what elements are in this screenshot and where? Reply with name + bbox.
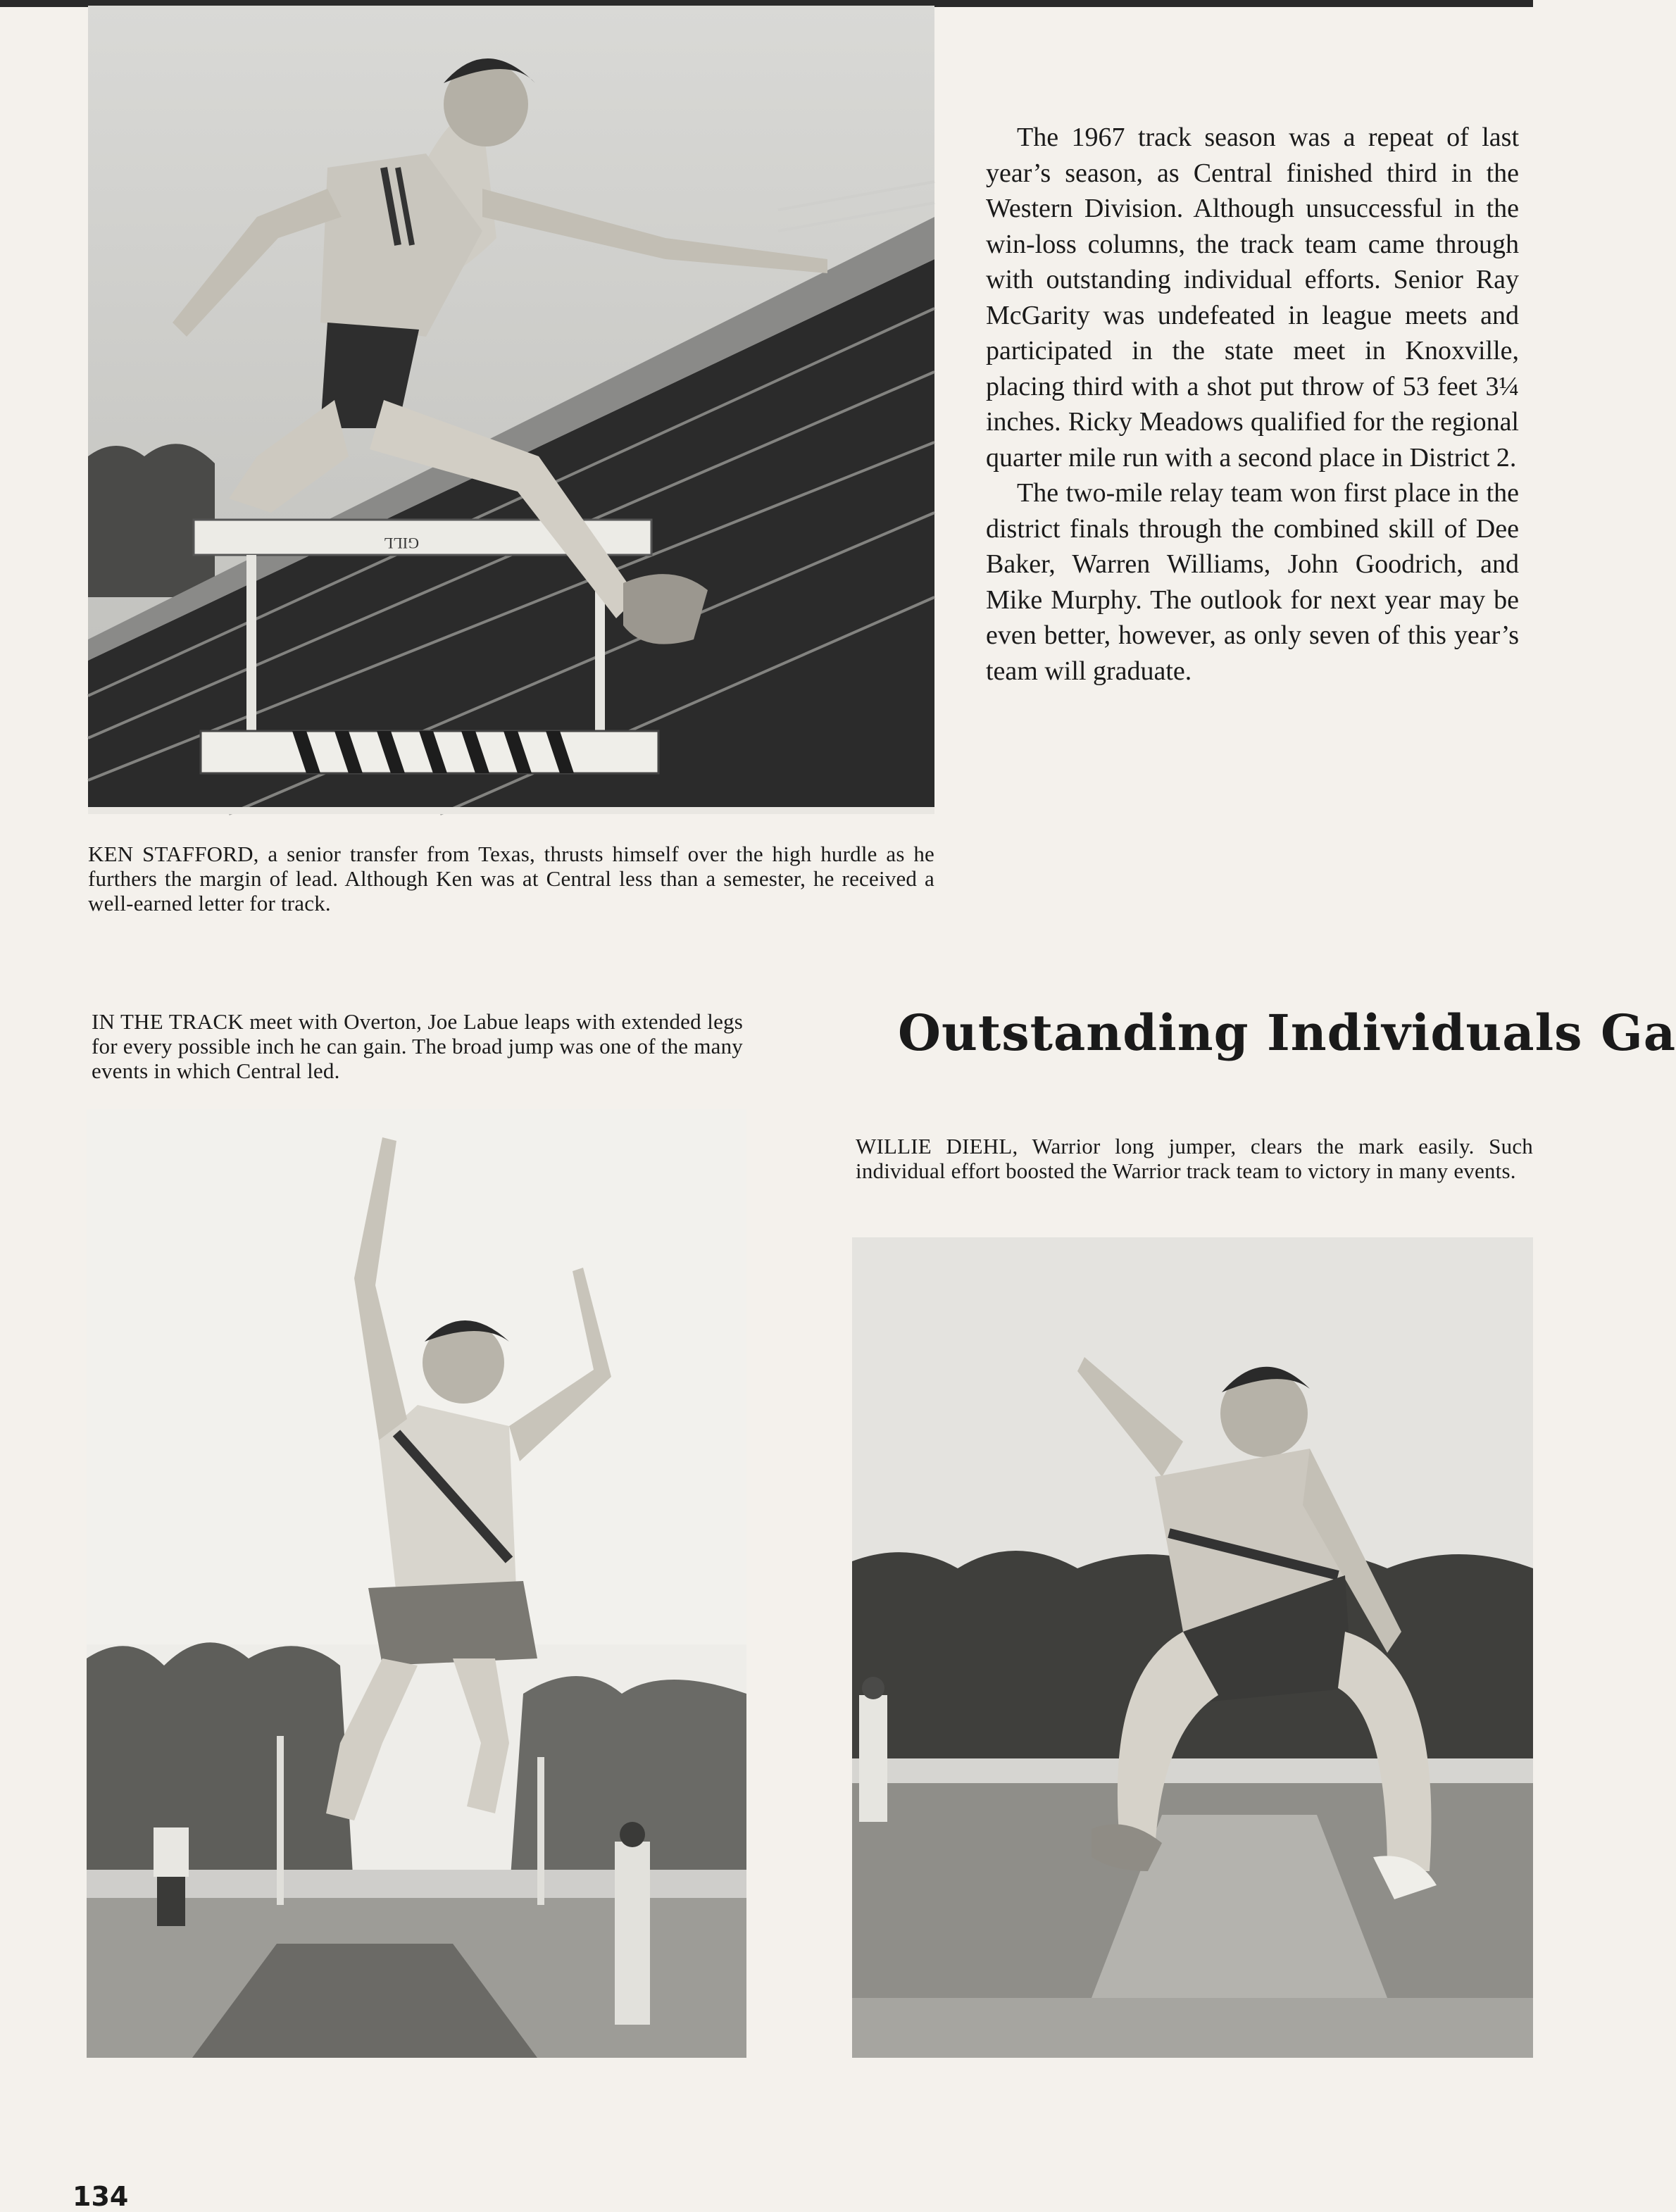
broad-jump-caption bbox=[92, 1009, 743, 1083]
headline: Outstanding Individuals Ga bbox=[898, 1004, 1676, 1062]
broad-jump-caption-text: meet with Overton, Joe Labue leaps with extended legs for every possible inch he can gain. The broad jump was one of the many events in which Central led. bbox=[92, 1009, 743, 1083]
long-jump-caption-lead: WILLIE DIEHL, bbox=[856, 1134, 1018, 1158]
hurdler-photo-art bbox=[88, 6, 934, 814]
article-paragraph: The two-mile relay team won first place in the district finals through the combined skill of Dee Baker, Warren Williams, John Goodrich, and Mike Murphy. The outlook for next year may be even better, however, as only seven of this year’s team will graduate. bbox=[986, 478, 1519, 686]
long-jump-caption bbox=[856, 1134, 1533, 1183]
article-body bbox=[986, 120, 1519, 689]
hurdler-caption-lead: KEN STAFFORD, bbox=[88, 842, 259, 866]
broad-jump-photo bbox=[87, 1109, 746, 2058]
hurdle-label: GILL bbox=[383, 535, 419, 552]
hurdler-caption-text: a senior transfer from Texas, thrusts himself over the high hurdle as he furthers the margin of lead. Although Ken was at Central less than a semester, he received a well-earned letter for track. bbox=[88, 842, 935, 916]
broad-jump-caption-lead: IN THE TRACK bbox=[92, 1009, 244, 1034]
long-jump-photo-art bbox=[852, 1237, 1533, 2058]
long-jump-photo bbox=[852, 1237, 1533, 2058]
hurdler-photo bbox=[88, 6, 934, 814]
article-paragraph: The 1967 track season was a repeat of last year’s season, as Central finished third in the Western Division. Although unsuccessful in the win-loss columns, the track team came through with outstanding individual efforts. Senior Ray McGarity was undefeated in league meets and participated in the state meet in Knoxville, placing third with a shot put throw of 53 feet 3¼ inches. Ricky Meadows qualified for the regional quarter mile run with a second place in District 2. bbox=[986, 123, 1519, 473]
broad-jump-photo-art bbox=[87, 1109, 746, 2058]
hurdler-caption bbox=[88, 842, 934, 916]
page-number: 134 bbox=[73, 2181, 129, 2212]
long-jump-caption-text: Warrior long jumper, clears the mark easily. Such individual effort boosted the Warrior track team to victory in many events. bbox=[856, 1134, 1533, 1183]
